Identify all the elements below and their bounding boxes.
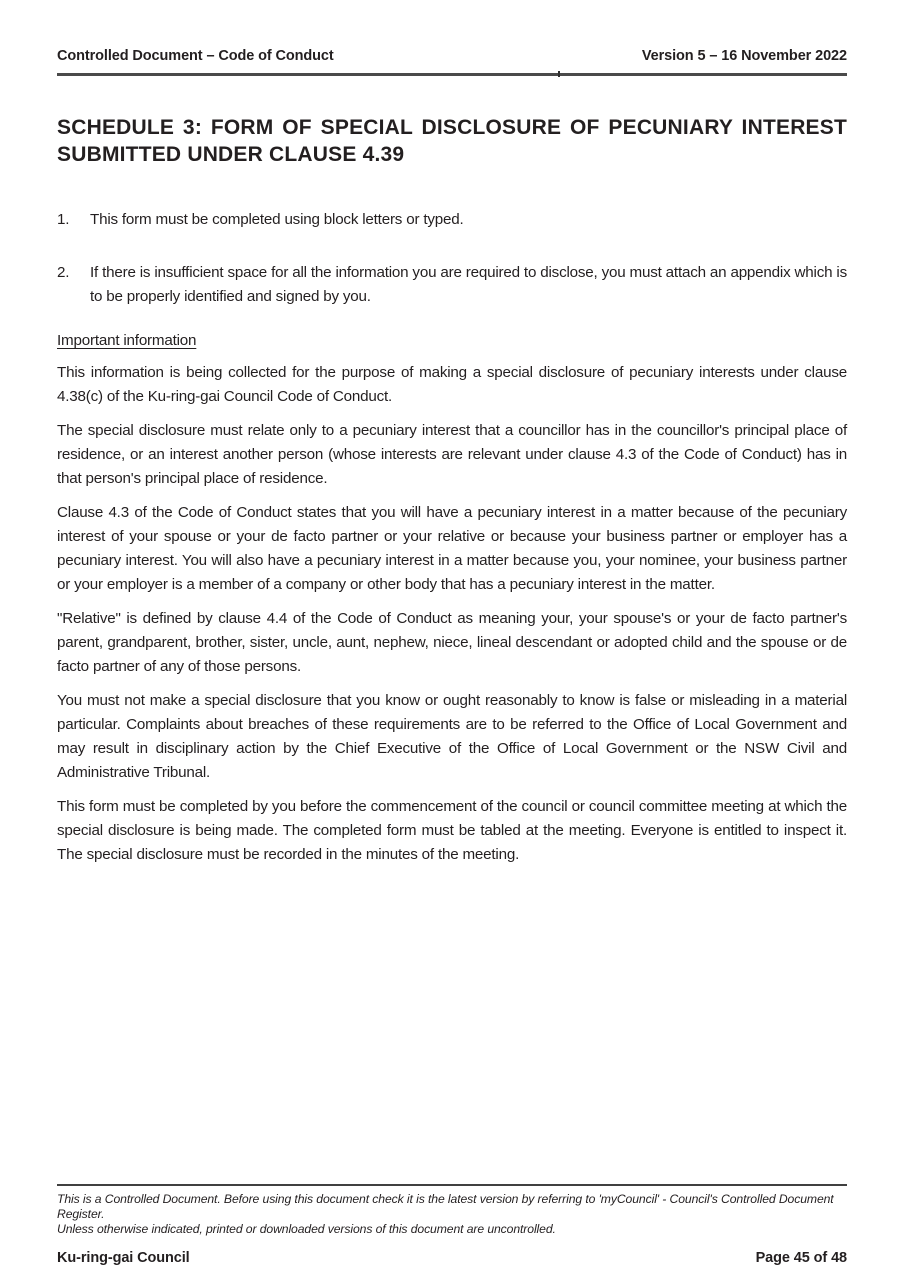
instruction-number: 1. bbox=[57, 211, 70, 228]
controlled-document-notice-line-2: Unless otherwise indicated, printed or downloaded versions of this document are uncontrolled. bbox=[57, 1222, 556, 1236]
instruction-item bbox=[57, 261, 847, 309]
instruction-text: This form must be completed using block letters or typed. bbox=[90, 211, 464, 228]
body-paragraph: This information is being collected for the purpose of making a special disclosure of pecuniary interests under clause 4.38(c) of the Ku-ring-gai Council Code of Conduct. bbox=[57, 364, 847, 405]
body-paragraph: "Relative" is defined by clause 4.4 of the Code of Conduct as meaning your, your spouse's or your de facto partner's parent, grandparent, brother, sister, uncle, aunt, nephew, niece, lineal descendant or adopted child and the spouse or de facto partner of any of those persons. bbox=[57, 610, 847, 675]
instruction-text: If there is insufficient space for all the information you are required to disclose, you must attach an appendix which is to be properly identified and signed by you. bbox=[90, 264, 847, 305]
body-paragraph: You must not make a special disclosure that you know or ought reasonably to know is false or misleading in a material particular. Complaints about breaches of these requirements are to be referred to the Office of Local Government and may result in disciplinary action by the Chief Executive of the Office of Local Government or the NSW Civil and Administrative Tribunal. bbox=[57, 692, 847, 781]
header-document-label: Controlled Document – Code of Conduct bbox=[57, 48, 334, 64]
instruction-list bbox=[57, 208, 847, 309]
instruction-item bbox=[57, 208, 847, 232]
controlled-document-notice bbox=[57, 1192, 847, 1237]
body-paragraph: Clause 4.3 of the Code of Conduct states that you will have a pecuniary interest in a matter because of the pecuniary interest of your spouse or your de facto partner or your relative or because your business partner or employer has a pecuniary interest. You will also have a pecuniary interest in a matter because you, your nominee, your business partner or your employer is a member of a company or other body that has a pecuniary interest in the matter. bbox=[57, 504, 847, 593]
organisation-name: Ku-ring-gai Council bbox=[57, 1250, 190, 1266]
section-heading-important-information: Important information bbox=[57, 332, 197, 349]
page-header bbox=[57, 48, 847, 76]
instruction-number: 2. bbox=[57, 264, 70, 281]
body-paragraph: This form must be completed by you before the commencement of the council or council committee meeting at which the special disclosure is being made. The completed form must be tabled at the meeting. Everyone is entitled to inspect it. The special disclosure must be recorded in the minutes of the meeting. bbox=[57, 798, 847, 863]
document-title: SCHEDULE 3: FORM OF SPECIAL DISCLOSURE OF PECUNIARY INTEREST SUBMITTED UNDER CLAUSE 4.39 bbox=[57, 116, 847, 166]
footer-bold-row bbox=[57, 1250, 847, 1266]
body-paragraph: The special disclosure must relate only to a pecuniary interest that a councillor has in the councillor's principal place of residence, or an interest another person (whose interests are relevant under clause 4.3 of the Code of Conduct) has in that person's principal place of residence. bbox=[57, 422, 847, 487]
controlled-document-notice-line-1: This is a Controlled Document. Before using this document check it is the latest version by referring to 'myCouncil' - Council's Controlled Document Register. bbox=[57, 1192, 834, 1221]
header-version-label: Version 5 – 16 November 2022 bbox=[641, 48, 847, 64]
page-footer bbox=[57, 1184, 847, 1266]
header-rule-tick bbox=[558, 71, 560, 77]
page-number: Page 45 of 48 bbox=[755, 1250, 847, 1266]
